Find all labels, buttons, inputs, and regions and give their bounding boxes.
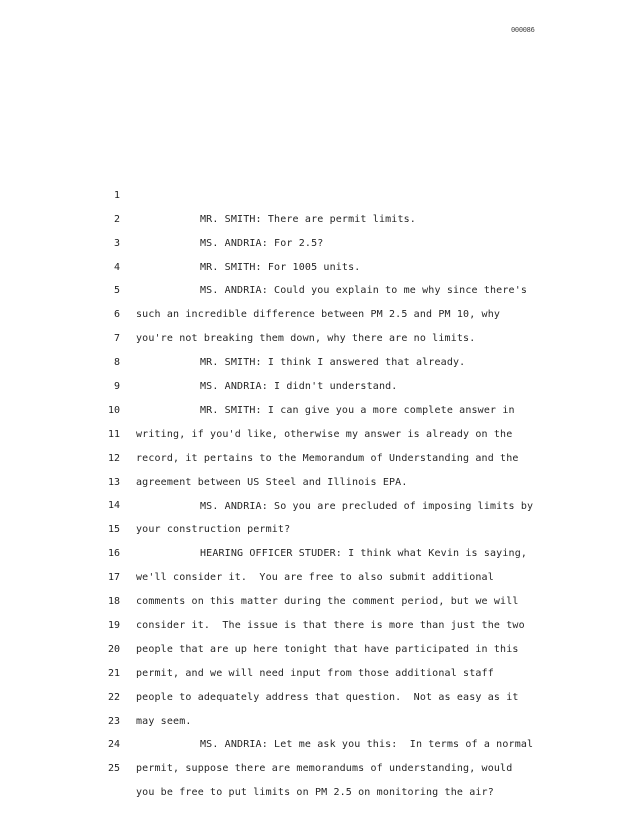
line-text: HEARING OFFICER STUDER: I think what Kevin is saying, bbox=[200, 548, 528, 560]
line-text: MS. ANDRIA: Let me ask you this: In terms of a normal bbox=[200, 739, 534, 751]
line-number: 23 bbox=[107, 715, 120, 727]
line-text: agreement between US Steel and Illinois EPA. bbox=[136, 476, 408, 488]
line-number: 24 bbox=[107, 739, 120, 751]
line-number: 4 bbox=[113, 261, 120, 273]
line-number: 8 bbox=[113, 357, 120, 369]
line-text: your construction permit? bbox=[136, 524, 291, 536]
line-text: people to adequately address that question. Not as easy as it bbox=[136, 691, 519, 703]
line-text: we'll consider it. You are free to also submit additional bbox=[136, 572, 494, 584]
line-text: may seem. bbox=[136, 715, 192, 727]
line-text: people that are up here tonight that have participated in this bbox=[136, 643, 519, 655]
line-number: 5 bbox=[113, 285, 120, 297]
line-text: such an incredible difference between PM 2.5 and PM 10, why bbox=[136, 309, 501, 321]
line-text: MS. ANDRIA: For 2.5? bbox=[200, 237, 324, 249]
line-number: 19 bbox=[107, 619, 120, 631]
line-number: 22 bbox=[107, 691, 120, 703]
line-number: 12 bbox=[107, 452, 120, 464]
line-number: 25 bbox=[107, 763, 120, 775]
line-number: 17 bbox=[107, 572, 120, 584]
line-number: 16 bbox=[107, 548, 120, 560]
transcript-line bbox=[0, 160, 618, 225]
line-number: 20 bbox=[107, 643, 120, 655]
line-number: 3 bbox=[113, 237, 120, 249]
line-text: MS. ANDRIA: So you are precluded of imposing limits by bbox=[200, 500, 534, 512]
line-number: 9 bbox=[113, 381, 120, 393]
line-number: 21 bbox=[107, 667, 120, 679]
line-text: MR. SMITH: There are permit limits. bbox=[200, 213, 416, 225]
line-text: record, it pertains to the Memorandum of Understanding and the bbox=[136, 452, 519, 464]
line-number: 11 bbox=[107, 428, 120, 440]
line-text: consider it. The issue is that there is more than just the two bbox=[136, 619, 525, 631]
line-number: 15 bbox=[107, 524, 120, 536]
line-number: 2 bbox=[113, 213, 120, 225]
line-text: MS. ANDRIA: I didn't understand. bbox=[200, 381, 398, 393]
line-text: writing, if you'd like, otherwise my answer is already on the bbox=[136, 428, 513, 440]
line-text: MR. SMITH: For 1005 units. bbox=[200, 261, 361, 273]
line-text: permit, and we will need input from those additional staff bbox=[136, 667, 494, 679]
line-number: 18 bbox=[107, 596, 120, 608]
line-number: 6 bbox=[113, 309, 120, 321]
line-number: 13 bbox=[107, 476, 120, 488]
line-text: you're not breaking them down, why there are no limits. bbox=[136, 333, 476, 345]
line-text: you be free to put limits on PM 2.5 on monitoring the air? bbox=[136, 787, 494, 799]
line-text: permit, suppose there are memorandums of understanding, would bbox=[136, 763, 513, 775]
line-text: comments on this matter during the comment period, but we will bbox=[136, 596, 519, 608]
line-number: 14 bbox=[107, 500, 120, 512]
line-number: 10 bbox=[107, 404, 120, 416]
line-text: MR. SMITH: I can give you a more complete answer in bbox=[200, 404, 515, 416]
line-number: 1 bbox=[113, 189, 120, 201]
line-text: MR. SMITH: I think I answered that already. bbox=[200, 357, 466, 369]
page-number: 000086 bbox=[511, 26, 535, 34]
line-text: MS. ANDRIA: Could you explain to me why since there's bbox=[200, 285, 528, 297]
line-number: 7 bbox=[113, 333, 120, 345]
transcript bbox=[0, 160, 618, 799]
